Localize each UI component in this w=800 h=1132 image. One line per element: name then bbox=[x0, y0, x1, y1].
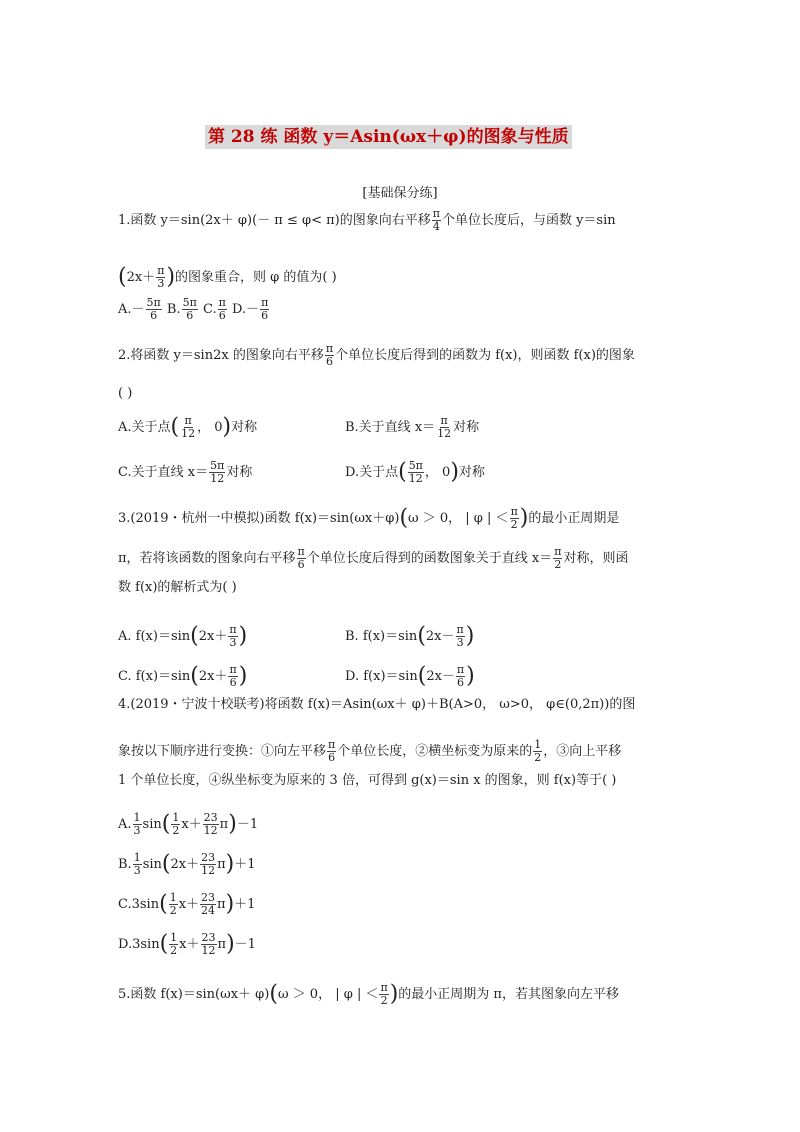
q1-text: 个单位长度后，与函数 y＝sin bbox=[441, 213, 616, 228]
q5-line-1: 5.函数 f(x)＝sin(ωx＋ φ)(ω ＞ 0， | φ | ＜ $\frac{\pi}{2}$ )的最小正周期为 π，若其图象向左平移 bbox=[118, 981, 619, 1007]
q1-option-a: A.－ bbox=[118, 302, 145, 317]
q3-line-3: 数 f(x)的解析式为( ) bbox=[118, 580, 237, 595]
q2-line-2: ( ) bbox=[118, 386, 133, 401]
q4-line-1: 4.(2019・宁波十校联考)将函数 f(x)＝Asin(ωx＋ φ)＋B(A>0， ω>0， φ∈(0,2π))的图 bbox=[118, 697, 636, 712]
q1-line-1 bbox=[118, 208, 616, 233]
q2-option-a: A.关于点( $\frac{\pi}{12}$ ， 0)对称 bbox=[118, 414, 258, 440]
q4-line-3: 1 个单位长度，④纵坐标变为原来的 3 倍，可得到 g(x)＝sin x 的图象，则 f(x)等于( ) bbox=[118, 773, 617, 788]
fraction-pi-3: $\frac{\pi}{3}$ bbox=[157, 264, 165, 290]
q4-line-2: 象按以下顺序进行变换：①向左平移 $\frac{\pi}{6}$ 个单位长度，②横坐标变为原来的 $\frac{1}{2}$ ，③向上平移 bbox=[118, 738, 622, 764]
q4-option-c: C.3sin( $\frac{1}{2}$ x＋ $\frac{23}{24}$ π)＋1 bbox=[118, 891, 256, 917]
q1-option-c: C. bbox=[202, 302, 217, 317]
q3-option-c: C. f(x)＝sin(2x＋ $\frac{\pi}{6}$ ) bbox=[118, 663, 248, 689]
q3-option-a: A. f(x)＝sin(2x＋ $\frac{\pi}{3}$ ) bbox=[118, 623, 248, 649]
q2-option-b: B.关于直线 x＝ $\frac{\pi}{12}$ 对称 bbox=[345, 414, 480, 440]
q4-option-a: A. $\frac{1}{3}$ sin( $\frac{1}{2}$ x＋ $\frac{23}{12}$ π)－1 bbox=[118, 811, 259, 837]
fraction-pi-4: $\frac{\pi}{4}$ bbox=[432, 207, 440, 233]
page-title: 第 28 练 函数 y＝Asin(ωx＋φ)的图象与性质 bbox=[205, 125, 572, 149]
q2-option-c: C.关于直线 x＝ $\frac{5\pi}{12}$ 对称 bbox=[118, 459, 253, 485]
q1-option-d: D.－ bbox=[231, 302, 260, 317]
q1-options: A.－ $\frac{5\pi}{6}$ B. $\frac{5\pi}{6}$ C. $\frac{\pi}{6}$ D.－ $\frac{\pi}{6}$ bbox=[118, 296, 269, 322]
section-heading: [基础保分练] bbox=[362, 186, 438, 201]
q3-option-d: D. f(x)＝sin(2x－ $\frac{\pi}{6}$ ) bbox=[345, 663, 475, 689]
q1-text: 1.函数 y＝sin(2x＋ φ)(－ π ≤ φ< π)的图象向右平移 bbox=[118, 213, 431, 228]
q4-option-d: D.3sin( $\frac{1}{2}$ x＋ $\frac{23}{12}$ π)－1 bbox=[118, 931, 256, 957]
q1-line-2: (2x＋ $\frac{\pi}{3}$ )的图象重合，则 φ 的值为( ) bbox=[118, 264, 337, 290]
q4-option-b: B. $\frac{1}{3}$ sin(2x＋ $\frac{23}{12}$ π)＋1 bbox=[118, 851, 256, 877]
q3-option-b: B. f(x)＝sin(2x－ $\frac{\pi}{3}$ ) bbox=[345, 623, 475, 649]
q2-option-d: D.关于点( $\frac{5\pi}{12}$ ， 0)对称 bbox=[345, 459, 485, 485]
q1-option-b: B. bbox=[166, 302, 181, 317]
q3-line-1: 3.(2019・杭州一中模拟)函数 f(x)＝sin(ωx＋φ)(ω ＞ 0， | φ | ＜ $\frac{\pi}{2}$ )的最小正周期是 bbox=[118, 505, 620, 531]
q2-line-1: 2.将函数 y＝sin2x 的图象向右平移 $\frac{\pi}{6}$ 个单位长度后得到的函数为 f(x)，则函数 f(x)的图象 bbox=[118, 342, 635, 368]
q3-line-2: π，若将该函数的图象向右平移 $\frac{\pi}{6}$ 个单位长度后得到的函数图象关于直线 x＝ $\frac{\pi}{2}$ 对称，则函 bbox=[118, 545, 629, 571]
